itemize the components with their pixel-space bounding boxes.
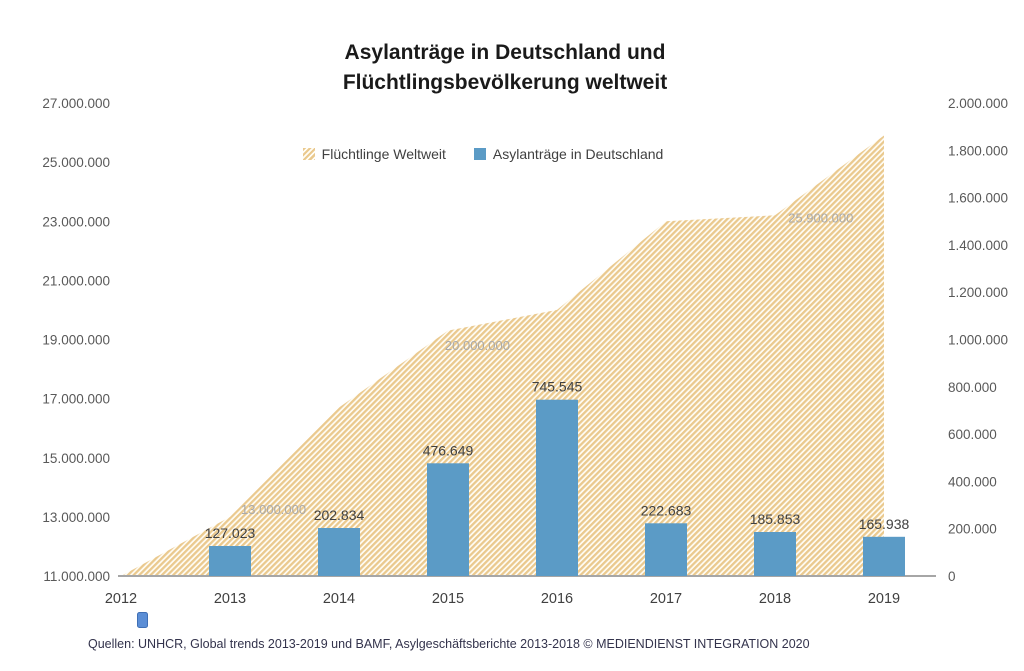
left-axis-tick: 11.000.000 bbox=[43, 569, 110, 584]
right-axis-tick: 1.800.000 bbox=[948, 143, 1009, 159]
bar-value-label-2013: 127.023 bbox=[204, 525, 256, 541]
left-axis-tick: 19.000.000 bbox=[42, 332, 110, 348]
right-axis-tick: 0 bbox=[948, 569, 956, 584]
left-axis-tick: 25.000.000 bbox=[42, 155, 110, 171]
right-axis-tick: 600.000 bbox=[948, 427, 997, 443]
bar-value-label-2017: 222.683 bbox=[640, 502, 692, 519]
legend-label-area: Flüchtlinge Weltweit bbox=[321, 146, 446, 162]
left-axis-tick: 23.000.000 bbox=[42, 214, 110, 230]
x-axis-label-2016: 2016 bbox=[540, 591, 574, 607]
x-axis-label-2012: 2012 bbox=[104, 591, 138, 607]
x-axis-label-2018: 2018 bbox=[758, 591, 792, 607]
right-axis-tick: 400.000 bbox=[948, 474, 997, 490]
area-annotation-1: 20.000.000 bbox=[444, 337, 510, 353]
x-axis-label-2014: 2014 bbox=[322, 591, 356, 607]
chart-title-line1: Asylanträge in Deutschland und bbox=[344, 41, 666, 64]
bar-2013 bbox=[209, 546, 251, 576]
right-axis-tick: 1.000.000 bbox=[948, 332, 1009, 348]
bar-value-label-2016: 745.545 bbox=[531, 378, 583, 395]
left-axis-tick: 17.000.000 bbox=[42, 391, 110, 407]
left-axis-tick: 13.000.000 bbox=[42, 509, 110, 525]
bar-2016 bbox=[536, 400, 578, 576]
x-axis-label-2013: 2013 bbox=[213, 591, 247, 607]
bar-value-label-2014: 202.834 bbox=[313, 507, 365, 523]
bar-2017 bbox=[645, 523, 687, 576]
bar-value-label-2018: 185.853 bbox=[749, 511, 801, 527]
right-axis-tick: 1.200.000 bbox=[948, 285, 1009, 301]
left-axis-tick: 15.000.000 bbox=[42, 450, 110, 466]
bar-2015 bbox=[427, 463, 469, 576]
x-axis-label-2015: 2015 bbox=[431, 591, 465, 607]
area-annotation-0: 13.000.000 bbox=[241, 501, 307, 517]
small-blue-marker-icon bbox=[137, 612, 148, 628]
left-axis-tick: 27.000.000 bbox=[42, 96, 110, 111]
right-axis-tick: 1.400.000 bbox=[948, 237, 1009, 253]
x-axis-label-2019: 2019 bbox=[867, 591, 901, 607]
left-axis-tick: 21.000.000 bbox=[42, 273, 110, 289]
bar-2019 bbox=[863, 537, 905, 576]
legend-label-bar: Asylanträge in Deutschland bbox=[492, 146, 664, 162]
right-axis-tick: 200.000 bbox=[948, 521, 997, 537]
right-axis-tick: 800.000 bbox=[948, 379, 997, 395]
right-axis-tick: 1.600.000 bbox=[948, 190, 1009, 206]
area-fluechtlinge-weltweit bbox=[121, 136, 884, 577]
right-axis-tick: 2.000.000 bbox=[948, 96, 1009, 111]
source-caption: Quellen: UNHCR, Global trends 2013-2019 und BAMF, Asylgeschäftsberichte 2013-2018 © MEDIENDIENST INTEGRATION 2020 bbox=[88, 637, 810, 651]
bar-value-label-2015: 476.649 bbox=[422, 442, 474, 459]
bar-value-label-2019: 165.938 bbox=[858, 515, 910, 532]
area-annotation-2: 25.900.000 bbox=[788, 210, 854, 226]
bar-2018 bbox=[754, 532, 796, 576]
x-axis-label-2017: 2017 bbox=[649, 591, 683, 607]
chart-title-line2: Flüchtlingsbevölkerung weltweit bbox=[342, 71, 668, 94]
bar-2014 bbox=[318, 528, 360, 576]
